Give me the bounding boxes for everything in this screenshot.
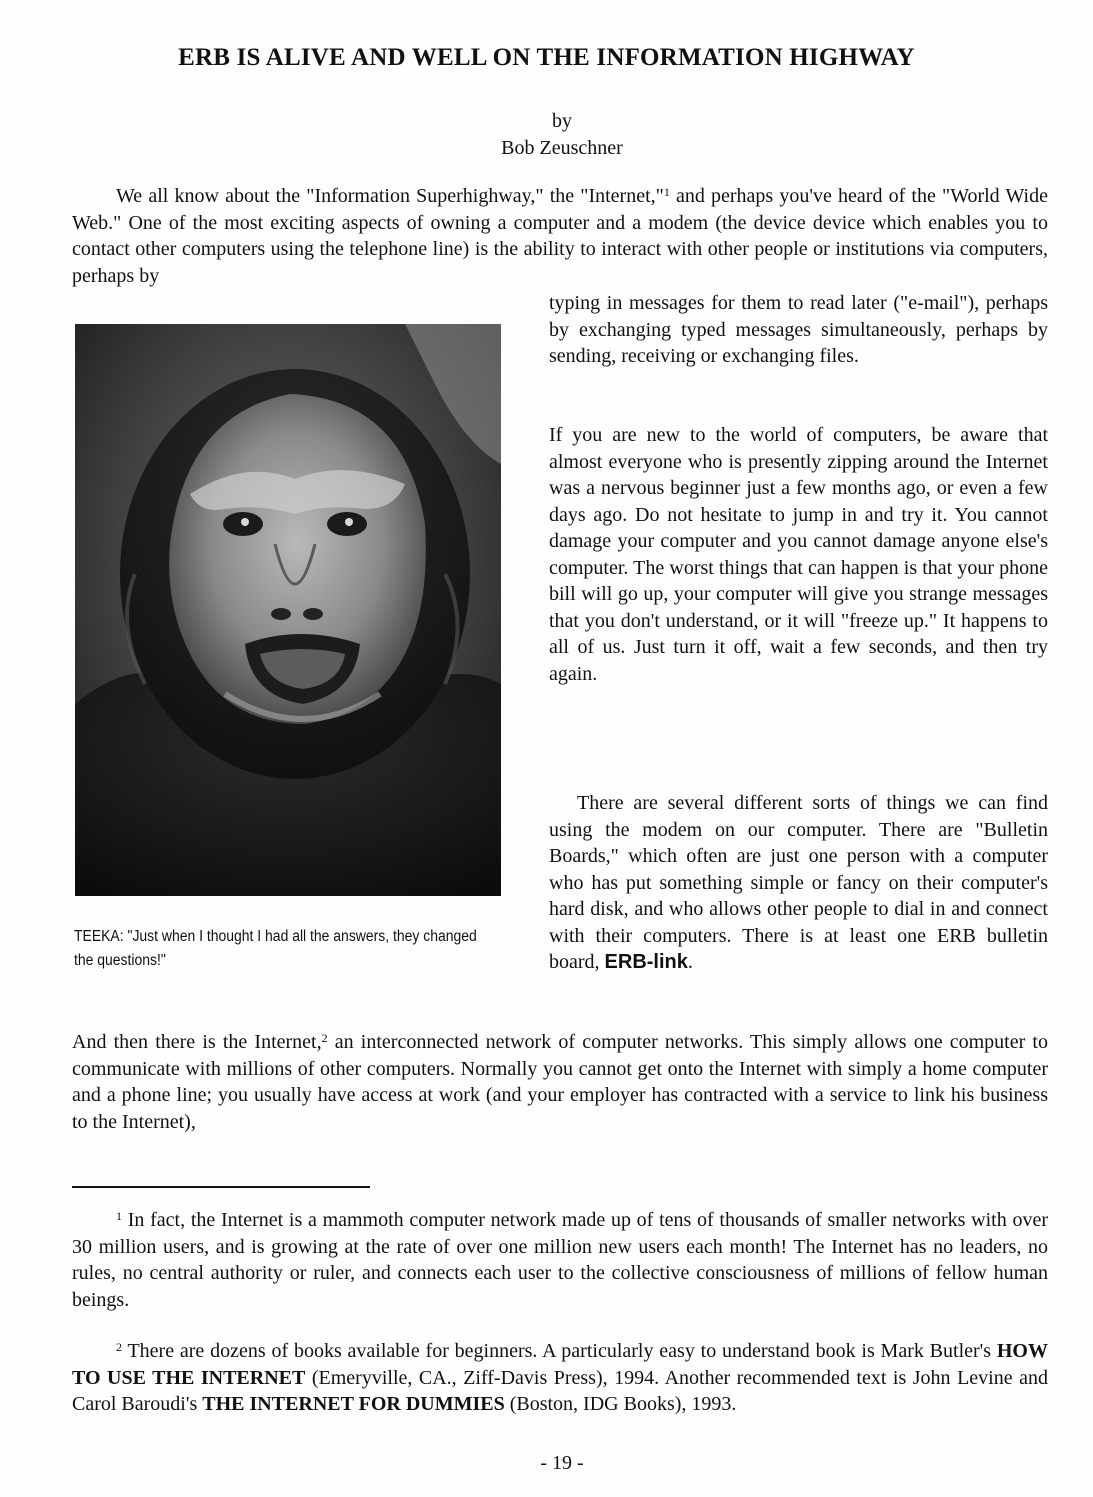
footnote-ref-2[interactable]: 2 — [321, 1031, 328, 1045]
page-number: - 19 - — [540, 1452, 584, 1474]
paragraph-internet-text-rest: an interconnected network of computer networks. This simply allows one computer to communicate with millions of other computers. Normally you cannot get onto the Internet with simply a home computer and a phone line; you usually have access at work (and your employer has contracted with a service to link his business to the Internet), — [72, 1031, 1048, 1133]
paragraph-internet — [72, 1029, 1048, 1135]
footnote-2-text-a: There are dozens of books available for beginners. A particularly easy to understand book is Mark Butler's — [122, 1340, 997, 1362]
footnote-2-text-b: (Emeryville, CA., Ziff-Davis Press), 1994. Another recommended text is John Levine and Carol Baroudi's — [72, 1366, 1048, 1415]
paragraph-bulletin-boards — [549, 790, 1048, 976]
footnote-2-text-c: (Boston, IDG Books), 1993. — [504, 1393, 737, 1415]
author-name: Bob Zeuschner — [501, 137, 623, 159]
paragraph-email: typing in messages for them to read later ("e-mail"), perhaps by exchanging typed messages simultaneously, perhaps by sending, receiving or exchanging files. — [549, 292, 1048, 367]
footnote-1-text: In fact, the Internet is a mammoth computer network made up of tens of thousands of smaller networks with over 30 million users, and is growing at the rate of over one million new users each month! The Internet has no leaders, no rules, no central authority or ruler, and connects each user to the collective consciousness of millions of fellow human beings. — [72, 1209, 1048, 1311]
paragraph-intro — [72, 183, 1048, 289]
byline — [0, 108, 1093, 162]
photo-caption: TEEKA: "Just when I thought I had all the answers, they changed the questions!" — [74, 928, 477, 969]
book-title-internet-for-dummies: THE INTERNET FOR DUMMIES — [202, 1393, 505, 1415]
chimpanzee-photo — [75, 324, 501, 896]
paragraph-bulletin-boards-end: . — [687, 951, 693, 973]
article-title: ERB IS ALIVE AND WELL ON THE INFORMATION HIGHWAY — [178, 44, 915, 71]
footnote-1-mark: 1 — [116, 1209, 122, 1223]
paragraph-internet-text: And then there is the Internet, — [72, 1031, 322, 1053]
footnote-ref-1[interactable]: 1 — [663, 185, 670, 199]
paragraph-bulletin-boards-text: There are several different sorts of things we can find using the modem on our computer. There are "Bulletin Boards," which often are just one person with a computer who has put something simple or fancy on their computer's hard disk, and who allows other people to dial in and connect with their computers. There is at least one ERB bulletin board, — [549, 792, 1048, 973]
footnote-1 — [72, 1207, 1048, 1313]
erb-link-text: ERB-link — [604, 951, 688, 973]
byline-by: by — [552, 110, 572, 132]
paragraph-beginners: If you are new to the world of computers, be aware that almost everyone who is presently zipping around the Internet was a nervous beginner just a few months ago, or even a few days ago. Do not hesitate to jump in and try it. You cannot damage your computer and you cannot damage anyone else's computer. The worst things that can happen is that your phone bill will go up, your computer will give you strange messages that you don't understand, or it will "freeze up." It happens to all of us. Just turn it off, wait a few seconds, and then try again. — [549, 424, 1048, 685]
paragraph-intro-text: We all know about the "Information Superhighway," the "Internet," — [116, 185, 664, 207]
footnote-2-mark: 2 — [116, 1340, 122, 1354]
footnote-2 — [72, 1338, 1048, 1418]
footnote-divider — [72, 1186, 370, 1188]
paragraph-intro-text-rest: and perhaps you've heard of the "World Wide Web." One of the most exciting aspects of owning a computer and a modem (the device device which enables you to contact other computers using the telephone line) is the ability to interact with other people or institutions via computers, perhaps by — [72, 185, 1048, 287]
book-title-how-to-use-the-internet: HOW TO USE THE INTERNET — [72, 1340, 1048, 1389]
